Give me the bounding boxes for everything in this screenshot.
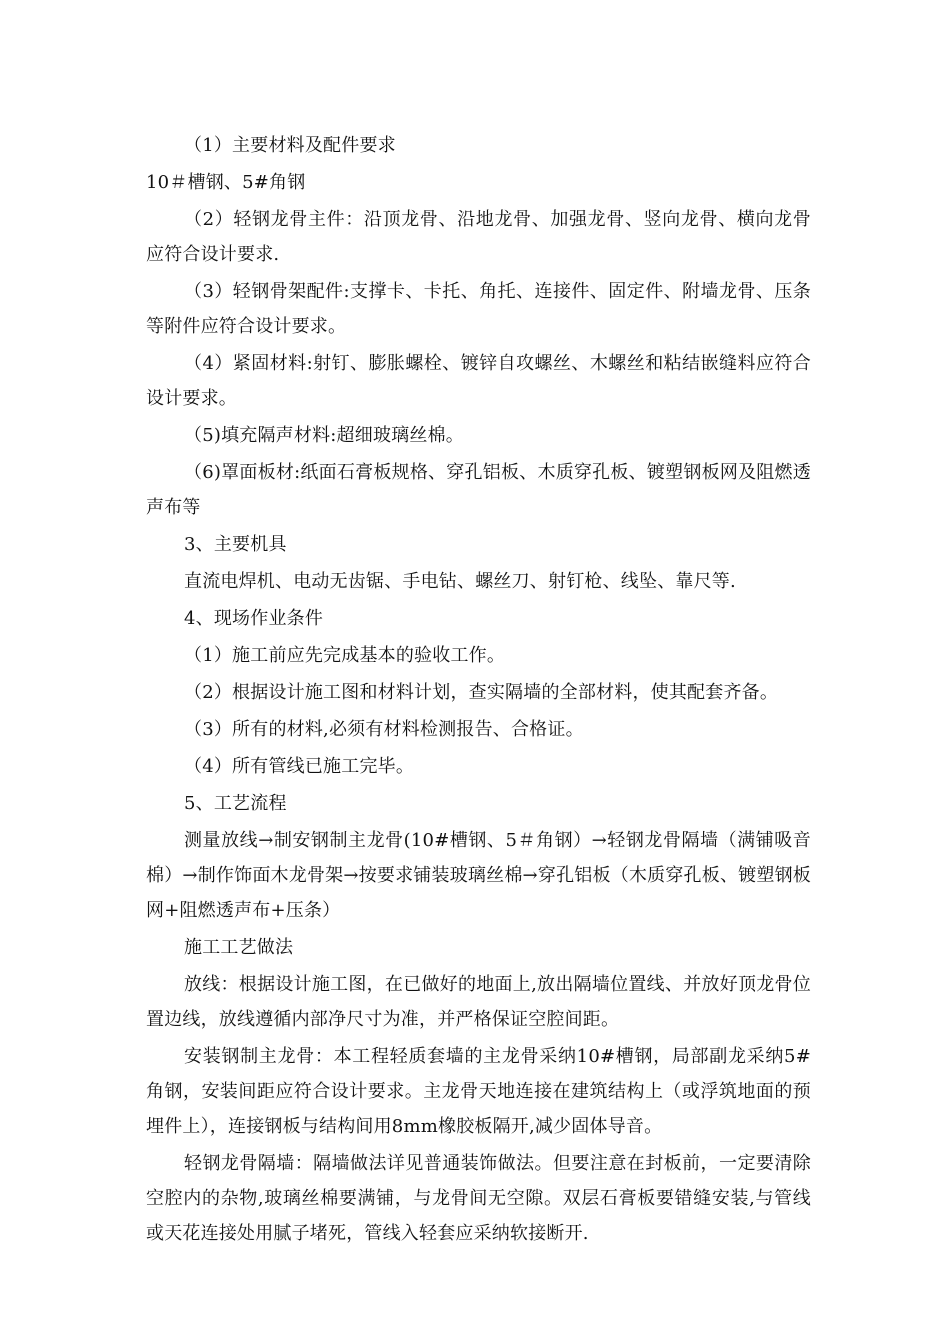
paragraph-tools-list: 直流电焊机、电动无齿锯、手电钻、螺丝刀、射钉枪、线坠、靠尺等.	[184, 571, 736, 592]
section-heading-construction-method: 施工工艺做法	[184, 937, 294, 958]
paragraph-light-steel-partition: 轻钢龙骨隔墙：隔墙做法详见普通装饰做法。但要注意在封板前，一定要清除空腔内的杂物,玻璃丝棉要满铺，与龙骨间无空隙。双层石膏板要错缝安装,与管线或天花连接处用腻子堵死，管线入轻套应采纳软接断开.	[146, 1153, 811, 1244]
section-heading-site-conditions: 4、现场作业条件	[184, 608, 324, 629]
paragraph-sound-insulation-filling: （5)填充隔声材料:超细玻璃丝棉。	[184, 425, 464, 446]
paragraph-keel-main-parts: （2）轻钢龙骨主件：沿顶龙骨、沿地龙骨、加强龙骨、竖向龙骨、横向龙骨应符合设计要求.	[146, 209, 811, 265]
paragraph-condition-2: （2）根据设计施工图和材料计划，查实隔墙的全部材料，使其配套齐备。	[184, 682, 779, 703]
paragraph-install-main-keel: 安装钢制主龙骨：本工程轻质套墙的主龙骨采纳10#槽钢，局部副龙采纳5#角钢，安装间距应符合设计要求。主龙骨天地连接在建筑结构上（或浮筑地面的预埋件上），连接钢板与结构间用8mm橡胶板隔开,减少固体导音。	[146, 1046, 811, 1137]
paragraph-condition-3: （3）所有的材料,必须有材料检测报告、合格证。	[184, 719, 584, 740]
section-heading-process-flow: 5、工艺流程	[184, 793, 287, 814]
document-body	[146, 128, 811, 1253]
paragraph-fastening-materials: （4）紧固材料:射钉、膨胀螺栓、镀锌自攻螺丝、木螺丝和粘结嵌缝料应符合设计要求。	[146, 353, 811, 409]
paragraph-setting-out: 放线：根据设计施工图，在已做好的地面上,放出隔墙位置线、并放好顶龙骨位置边线，放线遵循内部净尺寸为准，并严格保证空腔间距。	[146, 974, 811, 1030]
paragraph-steel-sections: 10＃槽钢、5#角钢	[146, 172, 306, 193]
paragraph-main-materials-heading: （1）主要材料及配件要求	[184, 135, 396, 156]
paragraph-facing-panels: （6)罩面板材:纸面石膏板规格、穿孔铝板、木质穿孔板、镀塑钢板网及阻燃透声布等	[146, 462, 811, 518]
paragraph-keel-frame-accessories: （3）轻钢骨架配件:支撑卡、卡托、角托、连接件、固定件、附墙龙骨、压条等附件应符合设计要求。	[146, 281, 811, 337]
paragraph-condition-1: （1）施工前应先完成基本的验收工作。	[184, 645, 506, 666]
paragraph-process-flow: 测量放线→制安钢制主龙骨(10#槽钢、5＃角钢）→轻钢龙骨隔墙（满铺吸音棉）→制作饰面木龙骨架→按要求铺装玻璃丝棉→穿孔铝板（木质穿孔板、镀塑钢板网+阻燃透声布+压条）	[146, 830, 811, 921]
paragraph-condition-4: （4）所有管线已施工完毕。	[184, 756, 415, 777]
section-heading-main-tools: 3、主要机具	[184, 534, 287, 555]
